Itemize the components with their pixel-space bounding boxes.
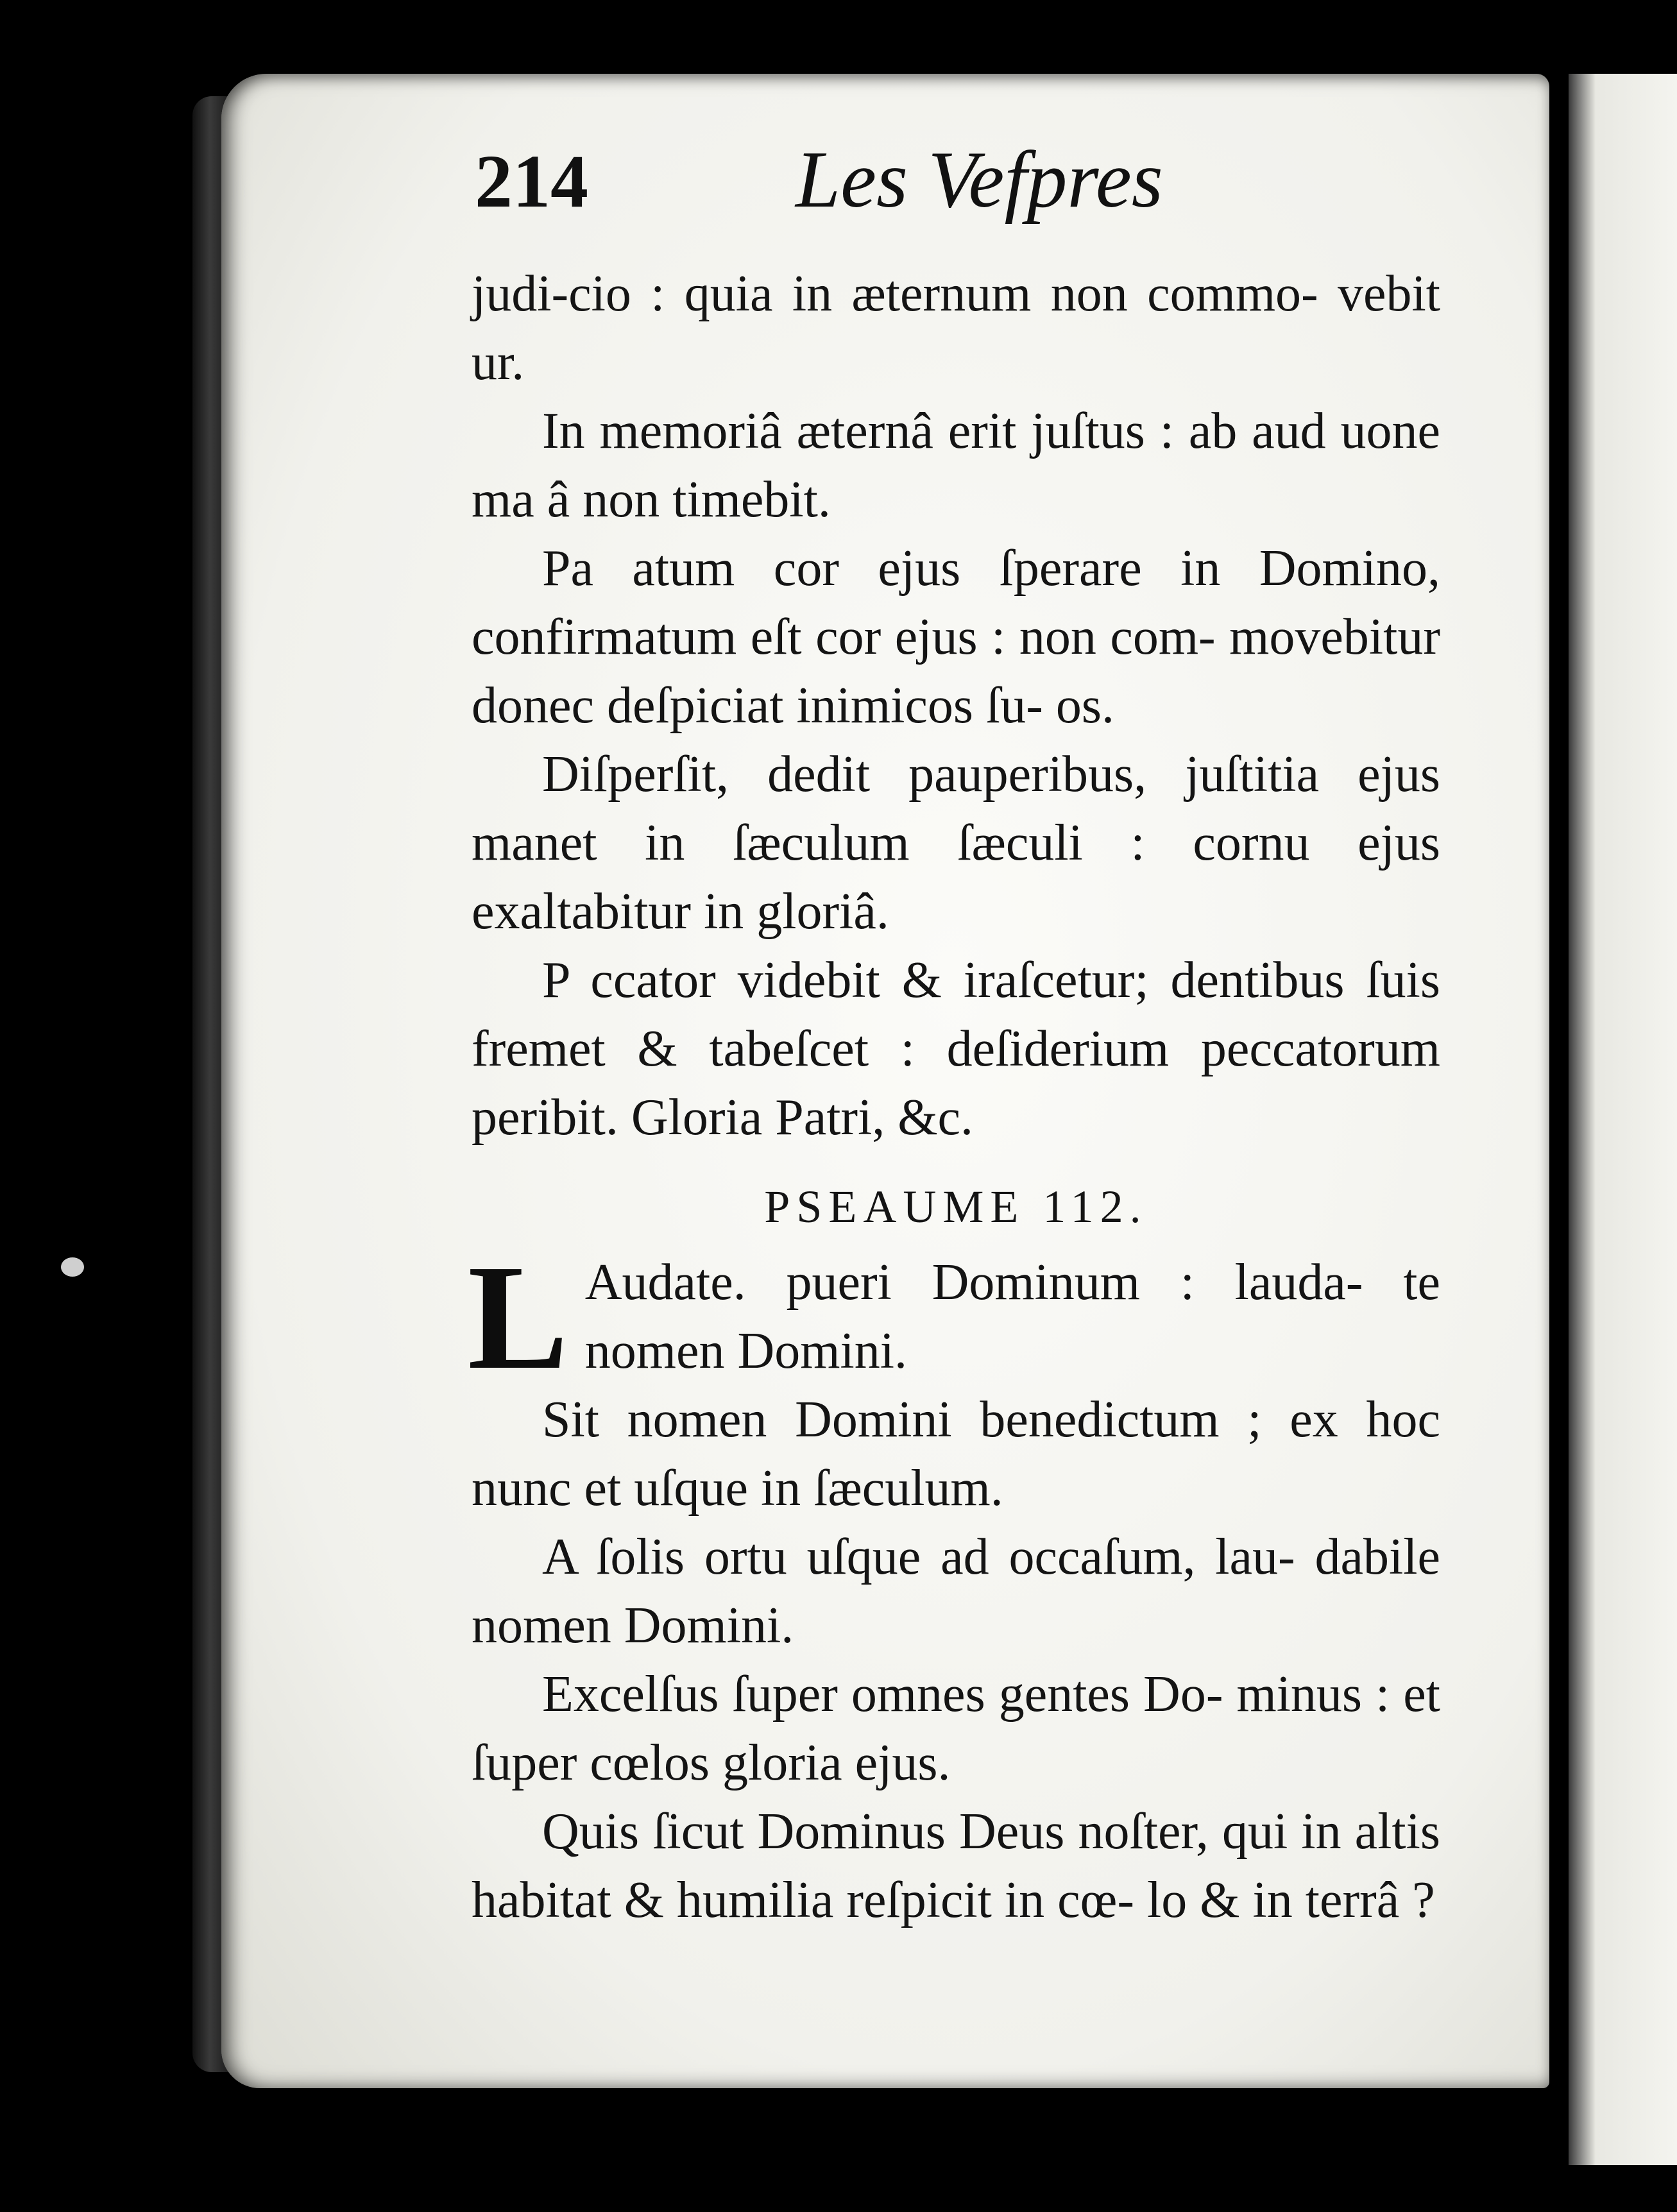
running-head: Les Vefpres	[796, 135, 1163, 225]
psalm-opening-verse	[468, 1234, 1440, 1400]
verse-paragraph: Pa atum cor ejus ſperare in Domino, confirmatum eſt cor ejus : non com- movebitur donec deſpiciat inimicos ſu- os.	[472, 540, 1440, 734]
facing-page-edge	[1569, 74, 1677, 2165]
verse-paragraph: Diſperſit, dedit pauperibus, juſtitia ejus manet in ſæculum ſæculi : cornu ejus exaltabitur in gloriâ.	[472, 746, 1440, 940]
scan-speck	[61, 1257, 84, 1277]
verse-paragraph: In memoriâ æternâ erit juſtus : ab aud uone ma â non timebit.	[472, 403, 1440, 528]
verse-paragraph: Sit nomen Domini benedictum ; ex hoc nunc et uſque in ſæculum.	[472, 1391, 1440, 1517]
verse-paragraph: P ccator videbit & iraſcetur; dentibus ſuis fremet & tabeſcet : deſiderium peccatorum peribit. Gloria Patri, &c.	[472, 952, 1440, 1146]
psalm-opening-text: Audate. pueri Dominum : lauda- te nomen Domini.	[584, 1254, 1440, 1379]
drop-cap-letter: L	[468, 1234, 568, 1400]
page-text	[468, 260, 1440, 1935]
psalm-heading: PSEAUME 112.	[764, 1181, 1148, 1232]
page-header	[475, 135, 1373, 228]
verse-paragraph: A ſolis ortu uſque ad occaſum, lau- dabile nomen Domini.	[472, 1529, 1440, 1654]
verse-paragraph: judi-cio : quia in æternum non commo- vebit ur.	[472, 266, 1440, 391]
verse-paragraph: Excelſus ſuper omnes gentes Do- minus : et ſuper cœlos gloria ejus.	[472, 1666, 1440, 1791]
verse-paragraph: Quis ſicut Dominus Deus noſter, qui in altis habitat & humilia reſpicit in cœ- lo & in terrâ ?	[472, 1803, 1440, 1928]
page-number: 214	[475, 139, 588, 223]
